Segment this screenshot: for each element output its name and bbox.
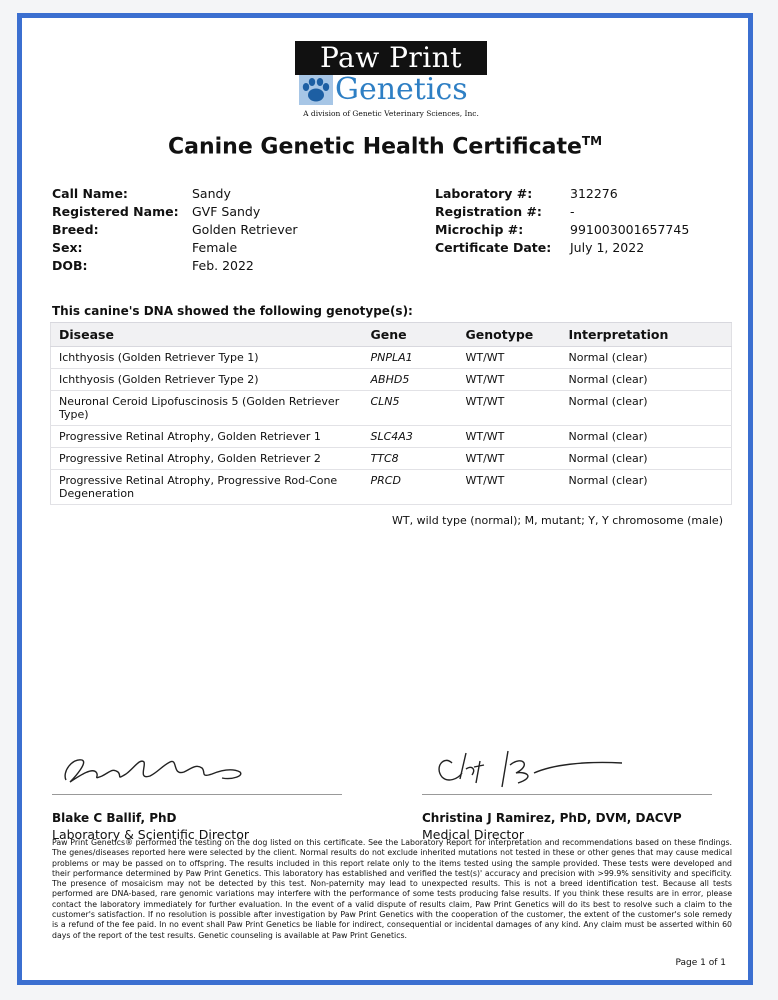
genotype-table (50, 322, 732, 505)
genotype-cell: WT/WT (458, 391, 561, 426)
info-label: Registration #: (435, 204, 542, 219)
gene-cell: TTC8 (363, 448, 458, 470)
info-row (435, 239, 689, 257)
table-row (51, 470, 732, 505)
dog-info-left (52, 185, 298, 275)
info-label: Breed: (52, 222, 99, 237)
info-value: Sandy (192, 186, 231, 201)
signature-line (52, 794, 342, 795)
column-header-genotype: Genotype (458, 323, 561, 347)
genotype-cell: WT/WT (458, 347, 561, 369)
disease-cell: Progressive Retinal Atrophy, Golden Retriever 1 (51, 426, 363, 448)
results-heading: This canine's DNA showed the following genotype(s): (52, 304, 413, 318)
info-row (52, 203, 298, 221)
logo-tagline: A division of Genetic Veterinary Sciences, Inc. (303, 109, 479, 118)
gene-cell: ABHD5 (363, 369, 458, 391)
info-label: Sex: (52, 240, 83, 255)
disease-cell: Neuronal Ceroid Lipofuscinosis 5 (Golden Retriever Type) (51, 391, 363, 426)
column-header-disease: Disease (51, 323, 363, 347)
info-row (435, 203, 689, 221)
info-label: Registered Name: (52, 204, 179, 219)
paw-print-icon (299, 75, 333, 105)
interpretation-cell: Normal (clear) (561, 470, 732, 505)
disease-cell: Progressive Retinal Atrophy, Golden Retriever 2 (51, 448, 363, 470)
signature-line (422, 794, 712, 795)
genotype-legend: WT, wild type (normal); M, mutant; Y, Y chromosome (male) (392, 514, 723, 527)
info-row (435, 185, 689, 203)
table-row (51, 426, 732, 448)
info-label: Call Name: (52, 186, 128, 201)
logo-wordmark-top: Paw Print (295, 41, 487, 75)
table-header-row (51, 323, 732, 347)
table-row (51, 391, 732, 426)
dog-info-right (435, 185, 689, 257)
certificate-title-text: Canine Genetic Health Certificate (167, 134, 582, 160)
trademark-mark: TM (581, 134, 603, 148)
page-number: Page 1 of 1 (675, 958, 726, 968)
disease-cell: Progressive Retinal Atrophy, Progressive Rod-Cone Degeneration (51, 470, 363, 505)
info-row (52, 185, 298, 203)
interpretation-cell: Normal (clear) (561, 347, 732, 369)
info-row (435, 221, 689, 239)
signature-block-left (52, 750, 342, 842)
gene-cell: SLC4A3 (363, 426, 458, 448)
genotype-cell: WT/WT (458, 448, 561, 470)
genotype-cell: WT/WT (458, 426, 561, 448)
info-label: DOB: (52, 258, 88, 273)
signer-title: Medical Director (422, 827, 525, 842)
gene-cell: PRCD (363, 470, 458, 505)
info-value: Golden Retriever (192, 222, 298, 237)
handwritten-signature-left (52, 750, 262, 790)
certificate-title (22, 134, 748, 159)
info-value: Feb. 2022 (192, 258, 254, 273)
info-value: July 1, 2022 (570, 240, 645, 255)
info-label: Certificate Date: (435, 240, 552, 255)
logo-wordmark-genetics: Genetics (335, 72, 468, 107)
interpretation-cell: Normal (clear) (561, 426, 732, 448)
interpretation-cell: Normal (clear) (561, 369, 732, 391)
signature-block-right (422, 743, 712, 842)
table-row (51, 448, 732, 470)
table-row (51, 347, 732, 369)
signer-name: Christina J Ramirez, PhD, DVM, DACVP (422, 811, 682, 825)
company-logo (295, 41, 487, 118)
info-value: GVF Sandy (192, 204, 261, 219)
handwritten-signature-right (422, 743, 632, 790)
gene-cell: CLN5 (363, 391, 458, 426)
certificate-page (17, 13, 753, 985)
column-header-gene: Gene (363, 323, 458, 347)
disclaimer-text: Paw Print Genetics® performed the testing on the dog listed on this certificate. See the Laboratory Report for interpretation and recommendations based on these findings. The genes/diseases reported here were selected by the client. Normal results do not exclude inherited mutations not tested in these or other genes that may cause medical problems or may be passed on to offspring. The results included in this report relate only to the items tested using the sample provided. These tests were developed and their performance determined by Paw Print Genetics. This laboratory has established and verified the test(s)' accuracy and precision with >99.9% sensitivity and specificity. The presence of mosaicism may not be detected by this test. Non-paternity may lead to unexpected results. This is not a breed identification test. Because all tests performed are DNA-based, rare genomic variations may interfere with the performance of some tests producing false results. If you think these results are in error, please contact the laboratory immediately for further evaluation. In the event of a valid dispute of results claim, Paw Print Genetics will do its best to resolve such a claim to the customer's satisfaction. If no resolution is possible after investigation by Paw Print Genetics with the cooperation of the customer, the extent of the customer's sole remedy is a refund of the fee paid. In no event shall Paw Print Genetics be liable for indirect, consequential or incidental damages of any kind. Any claim must be asserted within 60 days of the report of the test results. Genetic counseling is available at Paw Print Genetics. (52, 838, 732, 940)
info-row (52, 221, 298, 239)
column-header-interpretation: Interpretation (561, 323, 732, 347)
genotype-cell: WT/WT (458, 470, 561, 505)
info-value: 312276 (570, 186, 618, 201)
interpretation-cell: Normal (clear) (561, 391, 732, 426)
disease-cell: Ichthyosis (Golden Retriever Type 1) (51, 347, 363, 369)
info-label: Microchip #: (435, 222, 524, 237)
interpretation-cell: Normal (clear) (561, 448, 732, 470)
info-row (52, 257, 298, 275)
signer-name: Blake C Ballif, PhD (52, 811, 177, 825)
info-value: 991003001657745 (570, 222, 690, 237)
info-value: Female (192, 240, 238, 255)
table-row (51, 369, 732, 391)
gene-cell: PNPLA1 (363, 347, 458, 369)
info-row (52, 239, 298, 257)
info-label: Laboratory #: (435, 186, 533, 201)
signer-title: Laboratory & Scientific Director (52, 827, 249, 842)
genotype-cell: WT/WT (458, 369, 561, 391)
disease-cell: Ichthyosis (Golden Retriever Type 2) (51, 369, 363, 391)
info-value: - (570, 204, 575, 219)
